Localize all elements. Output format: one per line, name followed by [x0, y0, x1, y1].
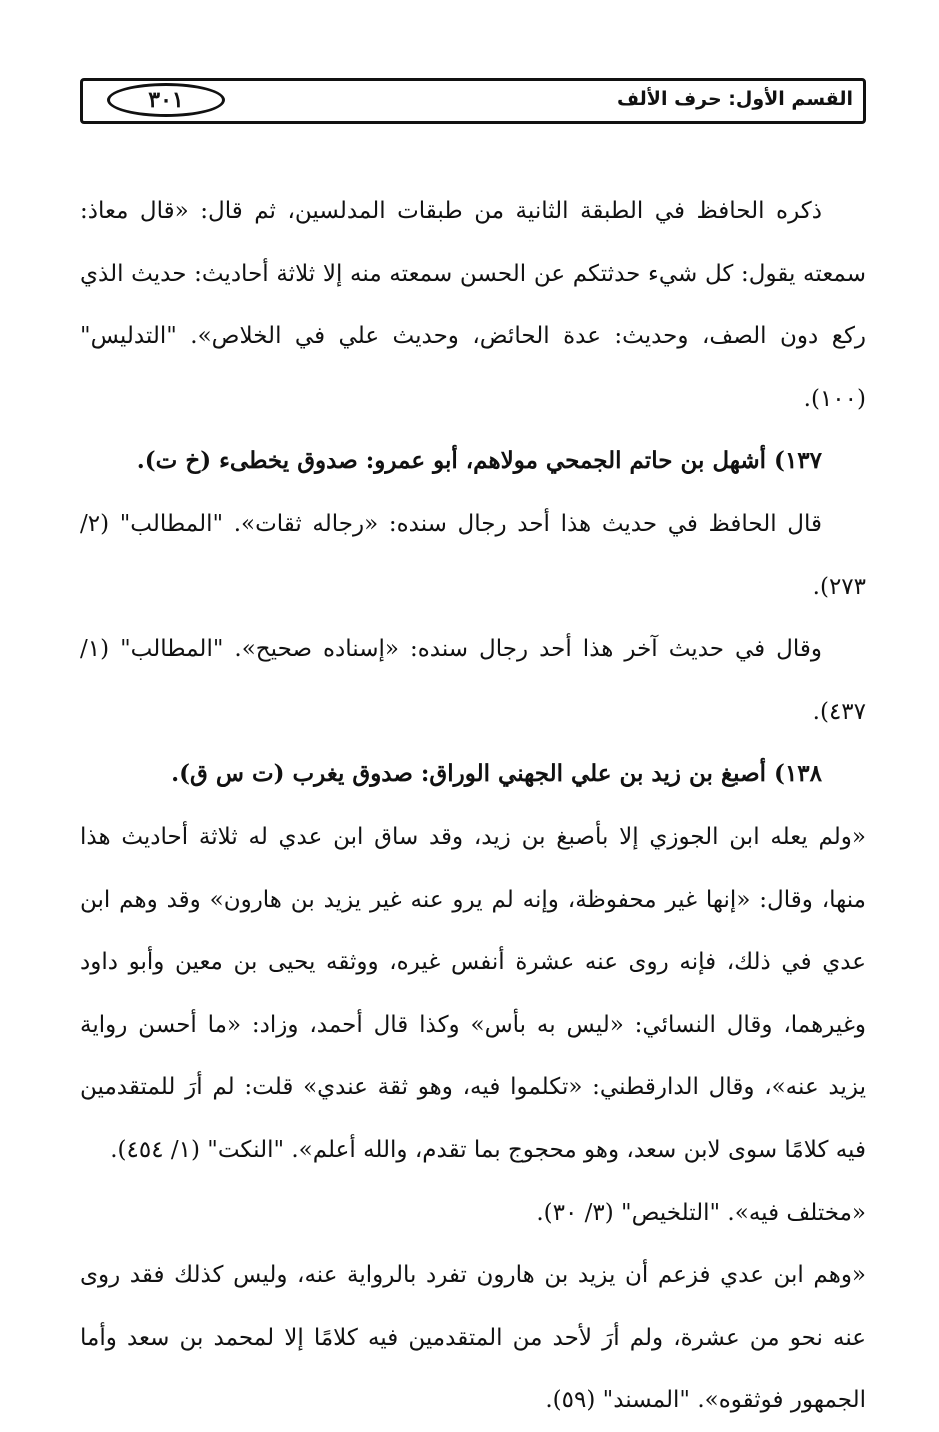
paragraph-138-nukat: «ولم يعله ابن الجوزي إلا بأصبغ بن زيد، وقد ساق ابن عدي له ثلاثة أحاديث هذا منها، وقال: «إنها غير محفوظة، وإنه لم يرو عنه غير يزيد بن هارون» وقد وهم ابن عدي في ذلك، فإنه روى عنه عشرة أنفس غيره، ووثقه يحيى بن معين وأبو داود وغيرهما، وقال النسائي: «ليس به بأس» وكذا قال أحمد، وزاد: «ما أحسن رواية يزيد عنه»، وقال الدارقطني: «تكلموا فيه، وهو ثقة عندي» قلت: لم أرَ للمتقدمين فيه كلامًا سوى لابن سعد، وهو محجوج بما تقدم، والله أعلم». "النكت" (١/ ٤٥٤).: [80, 823, 866, 1163]
section-title: القسم الأول: حرف الألف: [617, 88, 853, 110]
entry-138-heading: ١٣٨) أصبغ بن زيد بن علي الجهني الوراق: صدوق يغرب (ت س ق).: [171, 760, 822, 788]
main-text: [80, 180, 866, 1432]
paragraph-138-talkhis: «مختلف فيه». "التلخيص" (٣/ ٣٠).: [536, 1199, 866, 1226]
paragraph-137-note-1: قال الحافظ في حديث هذا أحد رجال سنده: «رجاله ثقات». "المطالب" (٢/ ٢٧٣).: [80, 510, 866, 600]
running-header: [80, 78, 866, 124]
paragraph-intro: ذكره الحافظ في الطبقة الثانية من طبقات المدلسين، ثم قال: «قال معاذ: سمعته يقول: كل شيء حدثتكم عن الحسن سمعته منه إلا ثلاثة أحاديث: حديث الذي ركع دون الصف، وحديث: عدة الحائض، وحديث علي في الخلاص». "التدليس" (١٠٠).: [80, 198, 866, 412]
entry-137-heading: ١٣٧) أشهل بن حاتم الجمحي مولاهم، أبو عمرو: صدوق يخطىء (خ ت).: [136, 447, 822, 475]
paragraph-137-note-2: وقال في حديث آخر هذا أحد رجال سنده: «إسناده صحيح». "المطالب" (١/ ٤٣٧).: [80, 636, 866, 725]
paragraph-138-musnad: «وهم ابن عدي فزعم أن يزيد بن هارون تفرد بالرواية عنه، وليس كذلك فقد روى عنه نحو من عشرة، ولم أرَ لأحد من المتقدمين فيه كلامًا إلا لمحمد بن سعد وأما الجمهور فوثقوه». "المسند" (٥٩).: [80, 1262, 866, 1414]
page-number: ٣٠١: [107, 83, 225, 117]
